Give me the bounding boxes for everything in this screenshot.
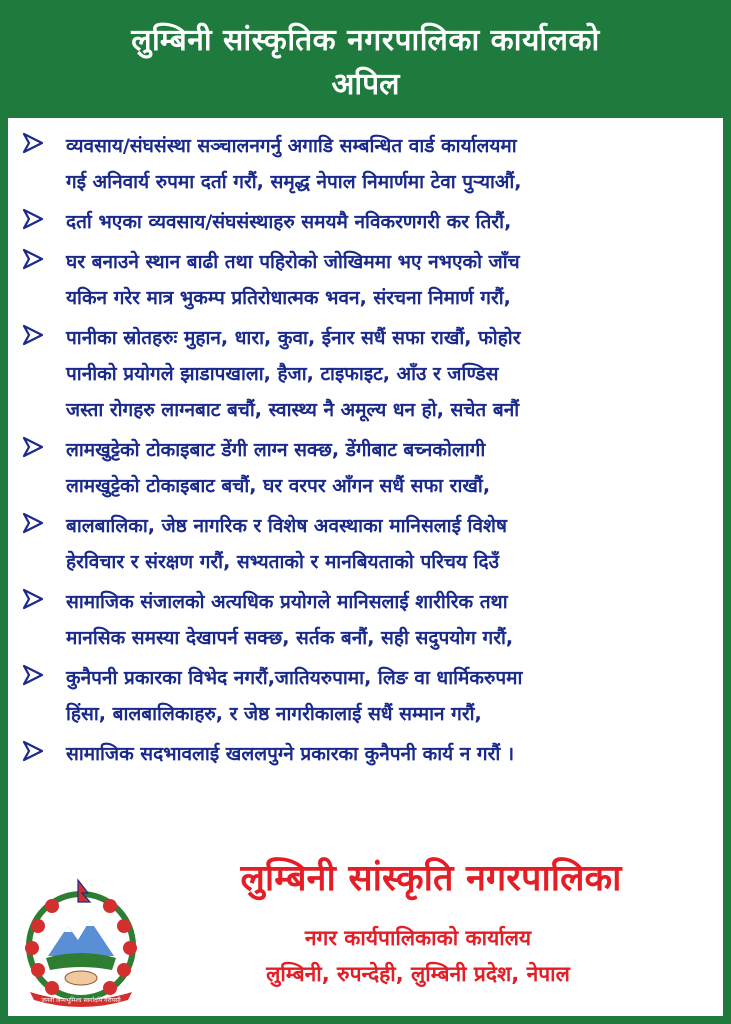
footer-address: लुम्बिनी, रुपन्देही, लुम्बिनी प्रदेश, नेपाल	[266, 962, 570, 986]
item-line: लामखुट्टेको टोकाइबाट बचौं, घर वरपर आँगन सधैं सफा राखौं,	[66, 475, 491, 497]
list-item	[18, 736, 713, 772]
content-panel	[8, 118, 723, 1016]
footer-subtitle: नगर कार्यपालिकाको कार्यालय	[304, 926, 532, 950]
item-line: गई अनिवार्य रुपमा दर्ता गरौं, समृद्ध नेपाल निमार्णमा टेवा पुर्‍याऔं,	[66, 171, 522, 193]
arrow-bullet-icon	[22, 740, 44, 762]
list-item	[18, 204, 713, 240]
list-item	[18, 508, 713, 580]
arrow-bullet-icon	[22, 436, 44, 458]
footer-title: लुम्बिनी सांस्कृति नगरपालिका	[240, 858, 622, 899]
header-title-line1: लुम्बिनी सांस्कृतिक नगरपालिका कार्यालको	[131, 23, 600, 58]
item-line: घर बनाउने स्थान बाढी तथा पहिरोको जोखिममा भए नभएको जाँच	[66, 251, 520, 273]
appeal-list	[18, 128, 713, 776]
item-line: पानीका स्रोतहरुः मुहान, धारा, कुवा, ईनार सधैं सफा राखौं, फोहोर	[66, 327, 521, 349]
arrow-bullet-icon	[22, 588, 44, 610]
arrow-bullet-icon	[22, 208, 44, 230]
list-item	[18, 660, 713, 732]
arrow-bullet-icon	[22, 664, 44, 686]
footer	[8, 838, 723, 1016]
item-line: जस्ता रोगहरु लाग्नबाट बचौं, स्वास्थ्य नै अमूल्य धन हो, सचेत बनौं	[66, 399, 520, 421]
item-line: मानसिक समस्या देखापर्न सक्छ, सर्तक बनौं, सही सदुपयोग गरौं,	[66, 627, 514, 649]
arrow-bullet-icon	[22, 248, 44, 270]
item-line: बालबालिका, जेष्ठ नागरिक र विशेष अवस्थाका मानिसलाई विशेष	[66, 515, 507, 537]
item-line: हेरविचार र संरक्षण गरौं, सभ्यताको र मानबियताको परिचय दिउँ	[66, 551, 500, 573]
item-line: व्यवसाय/संघसंस्था सञ्चालनगर्नु अगाडि सम्बन्धित वार्ड कार्यालयमा	[66, 135, 517, 157]
list-item	[18, 128, 713, 200]
item-line: सामाजिक सदभावलाई खललपुग्ने प्रकारका कुनैपनी कार्य न गरौं ।	[66, 743, 515, 765]
item-line: पानीको प्रयोगले झाडापखाला, हैजा, टाइफाइट, आँउ र जण्डिस	[66, 363, 499, 385]
item-line: दर्ता भएका व्यवसाय/संघसंस्थाहरु समयमै नविकरणगरी कर तिरौं,	[66, 211, 512, 233]
arrow-bullet-icon	[22, 324, 44, 346]
nepal-emblem-icon	[20, 874, 142, 1008]
item-line: लामखुट्टेको टोकाइबाट डेंगी लाग्न सक्छ, डेंगीबाट बच्नकोलागी	[66, 439, 486, 461]
item-line: कुनैपनी प्रकारका विभेद नगरौं,जातियरुपामा, लिङ वा धार्मिकरुपमा	[66, 667, 523, 689]
arrow-bullet-icon	[22, 132, 44, 154]
list-item	[18, 584, 713, 656]
emblem-caption: जननी जन्मभूमिश्च स्वर्गादपि गरीयसी	[41, 997, 121, 1004]
item-line: यकिन गरेर मात्र भुकम्प प्रतिरोधात्मक भवन, संरचना निमार्ण गरौं,	[66, 287, 511, 309]
arrow-bullet-icon	[22, 512, 44, 534]
list-item	[18, 244, 713, 316]
item-line: सामाजिक संजालको अत्यधिक प्रयोगले मानिसलाई शारीरिक तथा	[66, 591, 508, 613]
item-line: हिंसा, बालबालिकाहरु, र जेष्ठ नागरीकालाई सधैं सम्मान गरौं,	[66, 703, 482, 725]
list-item	[18, 320, 713, 428]
header-title-line2: अपिल	[331, 67, 400, 102]
list-item	[18, 432, 713, 504]
page-header	[0, 0, 731, 112]
